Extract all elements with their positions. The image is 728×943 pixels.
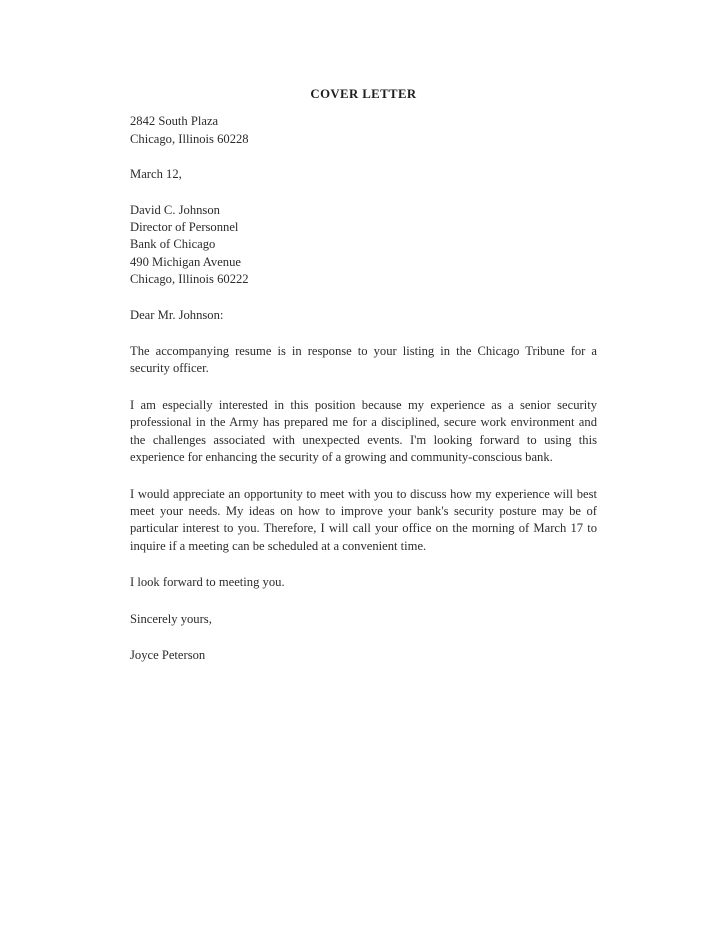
sender-address-line: 2842 South Plaza [130, 114, 219, 129]
spacer [130, 555, 597, 574]
page-title: COVER LETTER [310, 87, 417, 101]
recipient-city-state-zip: Chicago, Illinois 60222 [130, 272, 249, 287]
spacer [130, 592, 597, 611]
recipient-company: Bank of Chicago [130, 237, 216, 252]
recipient-street: 490 Michigan Avenue [130, 254, 241, 269]
sender-address-block [130, 113, 597, 148]
spacer [130, 324, 597, 343]
body-paragraph-4: I look forward to meeting you. [130, 575, 285, 590]
signature-name: Joyce Peterson [130, 647, 206, 662]
spacer [130, 378, 597, 397]
closing-salutation: Sincerely yours, [130, 611, 212, 626]
recipient-title: Director of Personnel [130, 220, 239, 235]
sender-address-line: Chicago, Illinois 60228 [130, 131, 249, 146]
body-paragraph-3: I would appreciate an opportunity to meet with you to discuss how my experience will best meet your needs. My ideas on how to improve your bank's security posture may be of particular interest to you. Therefore, I will call your office on the morning of March 17 to inquire if a meeting can be scheduled at a convenient time. [130, 486, 597, 553]
spacer [130, 467, 597, 486]
date-block [130, 166, 597, 183]
letter-date: March 12, [130, 167, 182, 182]
body-paragraph-2: I am especially interested in this position because my experience as a senior security professional in the Army has prepared me for a disciplined, secure work environment and the challenges associated with unexpected events. I'm looking forward to using this experience for enhancing the security of a growing and community-conscious bank. [130, 397, 597, 465]
spacer [130, 148, 597, 166]
salutation-block [130, 307, 597, 324]
closing-block [130, 611, 597, 628]
recipient-address-block [130, 202, 597, 289]
signature-block [130, 647, 597, 664]
letter-body [130, 86, 597, 664]
salutation: Dear Mr. Johnson: [130, 307, 224, 322]
spacer [130, 628, 597, 647]
recipient-name: David C. Johnson [130, 202, 220, 217]
spacer [130, 184, 597, 202]
body-paragraph-1: The accompanying resume is in response to your listing in the Chicago Tribune for a security officer. [130, 344, 597, 376]
spacer [130, 289, 597, 307]
